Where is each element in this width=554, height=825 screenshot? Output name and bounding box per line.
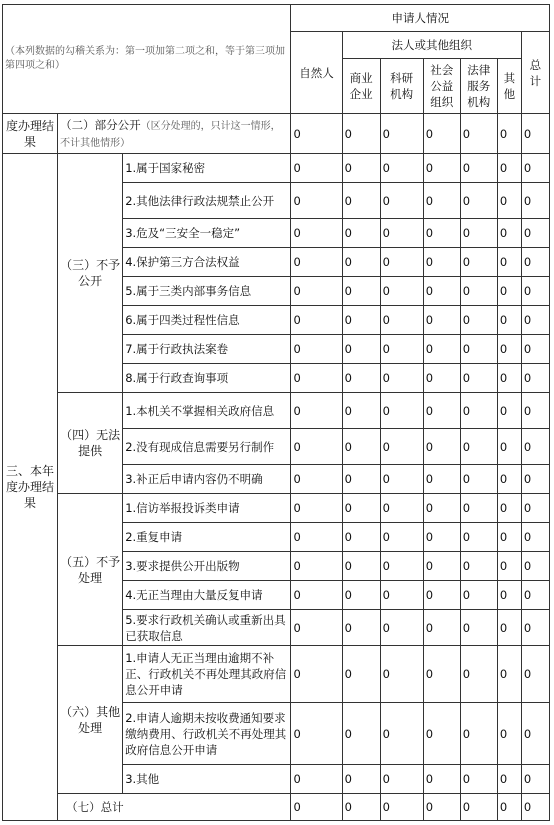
value-total: 0 — [521, 523, 549, 552]
value-total: 0 — [521, 277, 549, 306]
natural-person-header: 自然人 — [291, 32, 342, 114]
value-business: 0 — [342, 364, 380, 393]
value-business: 0 — [342, 581, 380, 610]
group-label: （三）不予公开 — [58, 154, 123, 393]
value-business: 0 — [342, 219, 380, 248]
row-label: 4.保护第三方合法权益 — [123, 248, 291, 277]
row-label: 1.属于国家秘密 — [123, 154, 291, 183]
partial-disclosure-label — [58, 114, 291, 154]
value-natural: 0 — [291, 765, 342, 794]
value-other: 0 — [497, 393, 521, 429]
value-total: 0 — [521, 703, 549, 765]
value-business: 0 — [342, 465, 380, 494]
row-label: 4.无正当理由大量反复申请 — [123, 581, 291, 610]
legal-org-header: 法人或其他组织 — [342, 32, 521, 59]
value-business: 0 — [342, 248, 380, 277]
value-business: 0 — [342, 765, 380, 794]
row-label: 1.信访举报投诉类申请 — [123, 494, 291, 523]
value-natural: 0 — [291, 429, 342, 465]
group-label: （五）不予处理 — [58, 494, 123, 646]
value-public-welfare: 0 — [423, 429, 460, 465]
value-total: 0 — [521, 154, 549, 183]
value-total: 0 — [521, 183, 549, 219]
value-natural: 0 — [291, 523, 342, 552]
total-row — [3, 794, 550, 821]
value-natural: 0 — [291, 610, 342, 646]
header-note: （本列数据的勾稽关系为：第一项加第二项之和，等于第三项加第四项之和） — [3, 5, 291, 114]
value-public-welfare: 0 — [423, 610, 460, 646]
org-header-research: 科研机构 — [380, 59, 423, 114]
value-research: 0 — [380, 581, 423, 610]
value-natural: 0 — [291, 335, 342, 364]
org-header-business: 商业企业 — [342, 59, 380, 114]
value-legal-service: 0 — [460, 219, 497, 248]
value-public-welfare: 0 — [423, 183, 460, 219]
result-row — [3, 393, 550, 429]
total-header: 总计 — [521, 32, 549, 114]
row-label: 6.属于四类过程性信息 — [123, 306, 291, 335]
value-other: 0 — [497, 581, 521, 610]
value-legal-service: 0 — [460, 248, 497, 277]
value-legal-service: 0 — [460, 277, 497, 306]
value-business: 0 — [342, 154, 380, 183]
result-row — [3, 646, 550, 703]
value-legal-service: 0 — [460, 306, 497, 335]
value-natural: 0 — [291, 465, 342, 494]
value-natural: 0 — [291, 494, 342, 523]
value-total: 0 — [521, 335, 549, 364]
value-public-welfare: 0 — [423, 248, 460, 277]
value-public-welfare: 0 — [423, 494, 460, 523]
value-legal-service: 0 — [460, 610, 497, 646]
value-public-welfare: 0 — [423, 219, 460, 248]
value-research: 0 — [380, 523, 423, 552]
value-natural: 0 — [291, 306, 342, 335]
value-other: 0 — [497, 523, 521, 552]
value-public-welfare: 0 — [423, 703, 460, 765]
value-research: 0 — [380, 646, 423, 703]
value-public-welfare: 0 — [423, 154, 460, 183]
row-label: 7.属于行政执法案卷 — [123, 335, 291, 364]
value-natural: 0 — [291, 393, 342, 429]
value-other: 0 — [497, 277, 521, 306]
value-business: 0 — [342, 523, 380, 552]
value-total: 0 — [521, 465, 549, 494]
value-total: 0 — [521, 765, 549, 794]
value-other: 0 — [497, 364, 521, 393]
value-research: 0 — [380, 248, 423, 277]
value-total: 0 — [521, 552, 549, 581]
value-business: 0 — [342, 306, 380, 335]
value-business: 0 — [342, 646, 380, 703]
value-research: 0 — [380, 335, 423, 364]
value-public-welfare: 0 — [423, 335, 460, 364]
value-total: 0 — [521, 393, 549, 429]
value-other: 0 — [497, 552, 521, 581]
value-public-welfare: 0 — [423, 552, 460, 581]
value-other: 0 — [497, 183, 521, 219]
partial-disclosure-row — [3, 114, 550, 154]
value-research: 0 — [380, 306, 423, 335]
row-label: 2.重复申请 — [123, 523, 291, 552]
value-public-welfare: 0 — [423, 646, 460, 703]
value-total: 0 — [521, 581, 549, 610]
partial-value-total: 0 — [521, 114, 549, 154]
total-value-natural: 0 — [291, 794, 342, 821]
value-public-welfare: 0 — [423, 581, 460, 610]
section-label-top: 度办理结果 — [3, 114, 58, 154]
value-research: 0 — [380, 552, 423, 581]
value-public-welfare: 0 — [423, 765, 460, 794]
value-business: 0 — [342, 610, 380, 646]
applicant-header: 申请人情况 — [291, 5, 550, 32]
section-label: 三、本年度办理结果 — [3, 154, 58, 821]
value-legal-service: 0 — [460, 335, 497, 364]
org-header-legal-service: 法律服务机构 — [460, 59, 497, 114]
row-label: 3.补正后申请内容仍不明确 — [123, 465, 291, 494]
value-other: 0 — [497, 646, 521, 703]
value-legal-service: 0 — [460, 523, 497, 552]
total-value-public-welfare: 0 — [423, 794, 460, 821]
value-research: 0 — [380, 494, 423, 523]
value-legal-service: 0 — [460, 703, 497, 765]
value-natural: 0 — [291, 581, 342, 610]
value-business: 0 — [342, 335, 380, 364]
row-label: 5.要求行政机关确认或重新出具已获取信息 — [123, 610, 291, 646]
row-label: 1.本机关不掌握相关政府信息 — [123, 393, 291, 429]
value-business: 0 — [342, 277, 380, 306]
row-label: 3.要求提供公开出版物 — [123, 552, 291, 581]
value-total: 0 — [521, 494, 549, 523]
value-legal-service: 0 — [460, 494, 497, 523]
value-business: 0 — [342, 494, 380, 523]
partial-value-legal-service: 0 — [460, 114, 497, 154]
row-label: 2.申请人逾期未按收费通知要求缴纳费用、行政机关不再处理其政府信息公开申请 — [123, 703, 291, 765]
value-research: 0 — [380, 429, 423, 465]
value-total: 0 — [521, 364, 549, 393]
value-research: 0 — [380, 765, 423, 794]
total-value-business: 0 — [342, 794, 380, 821]
value-natural: 0 — [291, 364, 342, 393]
total-value-legal-service: 0 — [460, 794, 497, 821]
value-research: 0 — [380, 610, 423, 646]
value-other: 0 — [497, 248, 521, 277]
value-other: 0 — [497, 610, 521, 646]
value-other: 0 — [497, 219, 521, 248]
value-legal-service: 0 — [460, 581, 497, 610]
value-total: 0 — [521, 646, 549, 703]
value-legal-service: 0 — [460, 465, 497, 494]
value-business: 0 — [342, 429, 380, 465]
value-legal-service: 0 — [460, 646, 497, 703]
row-label: 2.没有现成信息需要另行制作 — [123, 429, 291, 465]
value-research: 0 — [380, 703, 423, 765]
value-natural: 0 — [291, 552, 342, 581]
value-legal-service: 0 — [460, 765, 497, 794]
value-business: 0 — [342, 703, 380, 765]
total-value-other: 0 — [497, 794, 521, 821]
value-other: 0 — [497, 335, 521, 364]
value-legal-service: 0 — [460, 154, 497, 183]
value-research: 0 — [380, 183, 423, 219]
total-value-research: 0 — [380, 794, 423, 821]
value-public-welfare: 0 — [423, 277, 460, 306]
group-label: （四）无法提供 — [58, 393, 123, 494]
value-legal-service: 0 — [460, 364, 497, 393]
result-row — [3, 494, 550, 523]
value-natural: 0 — [291, 183, 342, 219]
value-research: 0 — [380, 364, 423, 393]
value-natural: 0 — [291, 154, 342, 183]
value-natural: 0 — [291, 248, 342, 277]
partial-value-business: 0 — [342, 114, 380, 154]
row-label: 3.危及“三安全一稳定” — [123, 219, 291, 248]
partial-value-natural: 0 — [291, 114, 342, 154]
value-total: 0 — [521, 248, 549, 277]
value-business: 0 — [342, 393, 380, 429]
row-label: 3.其他 — [123, 765, 291, 794]
total-value-total: 0 — [521, 794, 549, 821]
value-public-welfare: 0 — [423, 523, 460, 552]
row-label: 2.其他法律行政法规禁止公开 — [123, 183, 291, 219]
value-public-welfare: 0 — [423, 364, 460, 393]
value-total: 0 — [521, 219, 549, 248]
value-research: 0 — [380, 277, 423, 306]
value-legal-service: 0 — [460, 393, 497, 429]
row-label: 5.属于三类内部事务信息 — [123, 277, 291, 306]
value-business: 0 — [342, 183, 380, 219]
value-other: 0 — [497, 306, 521, 335]
result-row — [3, 154, 550, 183]
value-research: 0 — [380, 465, 423, 494]
value-research: 0 — [380, 393, 423, 429]
value-total: 0 — [521, 306, 549, 335]
value-other: 0 — [497, 703, 521, 765]
disclosure-results-table — [2, 4, 550, 821]
partial-value-research: 0 — [380, 114, 423, 154]
value-natural: 0 — [291, 277, 342, 306]
partial-disclosure-note: （区分处理的，只计这一情形，不计其他情形） — [60, 120, 281, 149]
row-label: 8.属于行政查询事项 — [123, 364, 291, 393]
value-other: 0 — [497, 429, 521, 465]
value-public-welfare: 0 — [423, 465, 460, 494]
value-other: 0 — [497, 154, 521, 183]
group-label: （六）其他处理 — [58, 646, 123, 794]
value-other: 0 — [497, 494, 521, 523]
value-total: 0 — [521, 610, 549, 646]
partial-disclosure-title: （二）部分公开 — [60, 117, 141, 132]
value-natural: 0 — [291, 219, 342, 248]
value-natural: 0 — [291, 646, 342, 703]
row-label: 1.申请人无正当理由逾期不补正、行政机关不再处理其政府信息公开申请 — [123, 646, 291, 703]
value-public-welfare: 0 — [423, 393, 460, 429]
org-header-other: 其他 — [497, 59, 521, 114]
value-total: 0 — [521, 429, 549, 465]
value-research: 0 — [380, 219, 423, 248]
value-research: 0 — [380, 154, 423, 183]
org-header-public-welfare: 社会公益组织 — [423, 59, 460, 114]
value-natural: 0 — [291, 703, 342, 765]
value-legal-service: 0 — [460, 429, 497, 465]
total-label: （七）总计 — [58, 794, 291, 821]
value-legal-service: 0 — [460, 183, 497, 219]
value-other: 0 — [497, 765, 521, 794]
value-public-welfare: 0 — [423, 306, 460, 335]
partial-value-other: 0 — [497, 114, 521, 154]
value-business: 0 — [342, 552, 380, 581]
partial-value-public-welfare: 0 — [423, 114, 460, 154]
value-other: 0 — [497, 465, 521, 494]
value-legal-service: 0 — [460, 552, 497, 581]
